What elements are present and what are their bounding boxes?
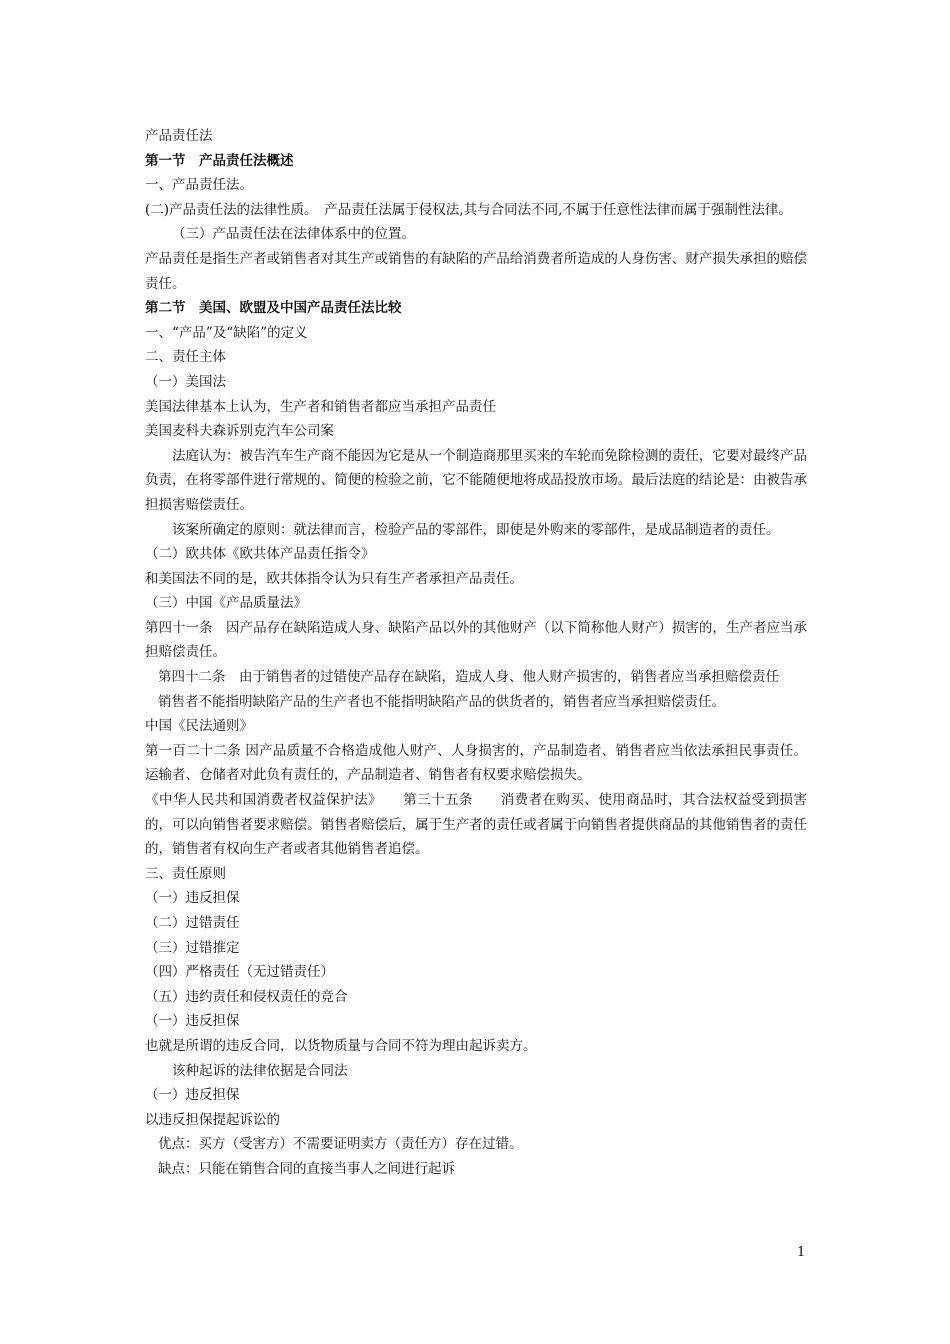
paragraph: （一）违反担保 [145,890,240,907]
paragraph: （三）中国《产品质量法》 [145,595,307,612]
paragraph: 第四十二条 由于销售者的过错使产品存在缺陷，造成人身、他人财产损害的，销售者应当承担赔偿责任 [158,669,779,686]
paragraph: （一）美国法 [145,373,226,390]
section-heading-2: 第二节 美国、欧盟及中国产品责任法比较 [145,300,402,317]
paragraph: 优点：买方（受害方）不需要证明卖方（责任方）存在过错。 [158,1136,523,1153]
paragraph: （一）违反担保 [145,1087,240,1104]
paragraph: 也就是所谓的违反合同，以货物质量与合同不符为理由起诉卖方。 [145,1037,537,1054]
paragraph: 中国《民法通则》 [145,718,253,735]
paragraph: 二、责任主体 [145,349,226,366]
paragraph: 美国法律基本上认为，生产者和销售者都应当承担产品责任 [145,398,496,415]
paragraph: 《中华人民共和国消费者权益保护法》 第三十五条 消费者在购买、使用商品时，其合法权益受到损害的，可以向销售者要求赔偿。销售者赔偿后，属于生产者的责任或者属于向销售者提供商品的其他销售者的责任的，销售者有权向生产者或者其他销售者追偿。 [145,792,807,858]
paragraph: （二）过错责任 [145,915,240,931]
paragraph: 缺点：只能在销售合同的直接当事人之间进行起诉 [158,1160,455,1177]
paragraph: 一、“产品”及“缺陷”的定义 [145,324,308,341]
paragraph: (二)产品责任法的法律性质。 产品责任法属于侵权法,其与合同法不同,不属于任意性法律而属于强制性法律。 [145,201,792,218]
paragraph: （三）产品责任法在法律体系中的位置。 [172,226,415,243]
document-body [145,124,807,1182]
paragraph: 第四十一条 因产品存在缺陷造成人身、缺陷产品以外的其他财产（以下简称他人财产）损害的，生产者应当承担赔偿责任。 [145,619,807,661]
paragraph: 法庭认为：被告汽车生产商不能因为它是从一个制造商那里买来的车轮而免除检测的责任，它要对最终产品负责，在将零部件进行常规的、简便的检验之前，它不能随便地将成品投放市场。最后法庭的结论是：由被告承担损害赔偿责任。 [145,447,807,513]
paragraph: 第一百二十二条 因产品质量不合格造成他人财产、人身损害的，产品制造者、销售者应当依法承担民事责任。运输者、仓储者对此负有责任的，产品制造者、销售者有权要求赔偿损失。 [145,742,807,784]
paragraph: 该种起诉的法律依据是合同法 [172,1062,348,1079]
paragraph: （三）过错推定 [145,939,240,956]
paragraph: （二）欧共体《欧共体产品责任指令》 [145,546,375,563]
paragraph: 一、产品责任法。 [145,177,253,194]
paragraph: 和美国法不同的是，欧共体指令认为只有生产者承担产品责任。 [145,570,523,587]
section-heading-1: 第一节 产品责任法概述 [145,152,294,169]
paragraph: 美国麦科夫森诉别克汽车公司案 [145,423,334,440]
paragraph: （五）违约责任和侵权责任的竞合 [145,988,348,1005]
doc-title: 产品责任法 [145,128,213,144]
paragraph: （一）违反担保 [145,1013,240,1030]
paragraph: （四）严格责任（无过错责任） [145,964,334,981]
paragraph: 销售者不能指明缺陷产品的生产者也不能指明缺陷产品的供货者的，销售者应当承担赔偿责任。 [158,693,725,710]
paragraph: 三、责任原则 [145,865,226,882]
paragraph: 以违反担保提起诉讼的 [145,1111,280,1128]
paragraph: 产品责任是指生产者或销售者对其生产或销售的有缺陷的产品给消费者所造成的人身伤害、财产损失承担的赔偿责任。 [145,250,807,292]
page-number: 1 [797,1245,806,1260]
paragraph: 该案所确定的原则：就法律而言，检验产品的零部件，即使是外购来的零部件，是成品制造者的责任。 [172,521,780,538]
